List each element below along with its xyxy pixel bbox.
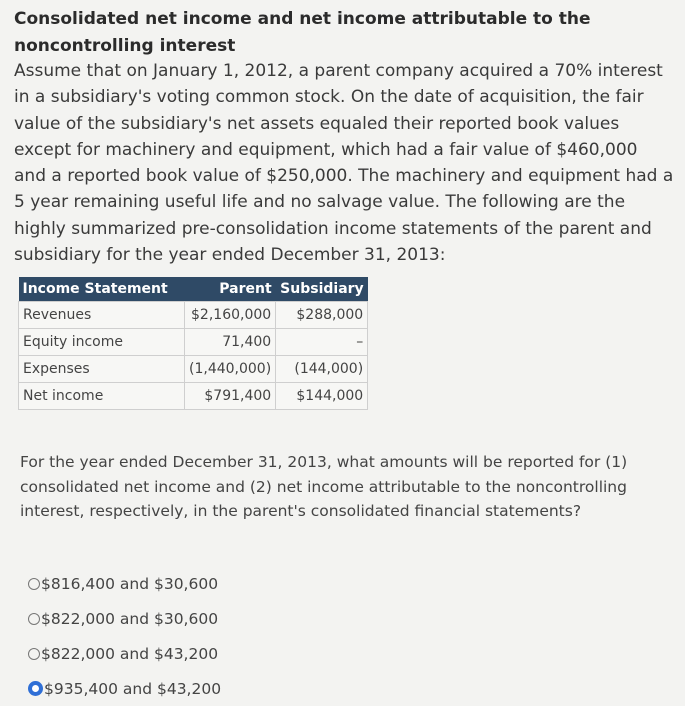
question-prompt: For the year ended December 31, 2013, what amounts will be reported for (1) consolidated net income and (2) net income attributable to the noncontrolling interest, respectively, in the parent's consolidated financial statements? xyxy=(20,453,628,520)
parent-value: $2,160,000 xyxy=(185,302,276,329)
subsidiary-value: (144,000) xyxy=(276,356,368,383)
table-row-net-income xyxy=(19,383,368,410)
radio-unselected-icon[interactable] xyxy=(28,578,40,590)
option-label: $816,400 and $30,600 xyxy=(41,574,219,593)
answer-option-4[interactable] xyxy=(28,671,221,706)
row-label: Expenses xyxy=(19,356,185,383)
subsidiary-value: – xyxy=(276,329,368,356)
header-subsidiary: Subsidiary xyxy=(276,277,368,302)
subsidiary-value: $288,000 xyxy=(276,302,368,329)
table-header-row xyxy=(19,277,368,302)
table-row-revenues xyxy=(19,302,368,329)
radio-unselected-icon[interactable] xyxy=(28,613,40,625)
row-label: Revenues xyxy=(19,302,185,329)
row-label: Net income xyxy=(19,383,185,410)
income-statement-table xyxy=(18,277,368,410)
question-title: Consolidated net income and net income attributable to the noncontrolling interest xyxy=(14,9,591,56)
subsidiary-value: $144,000 xyxy=(276,383,368,410)
parent-value: $791,400 xyxy=(185,383,276,410)
answer-options xyxy=(28,566,221,706)
table-row-equity-income xyxy=(19,329,368,356)
option-label: $822,000 and $43,200 xyxy=(41,644,219,663)
answer-option-2[interactable] xyxy=(28,601,221,636)
parent-value: 71,400 xyxy=(185,329,276,356)
header-parent: Parent xyxy=(185,277,276,302)
answer-option-3[interactable] xyxy=(28,636,221,671)
radio-unselected-icon[interactable] xyxy=(28,648,40,660)
row-label: Equity income xyxy=(19,329,185,356)
header-income-statement: Income Statement xyxy=(19,277,185,302)
problem-description: Assume that on January 1, 2012, a parent company acquired a 70% interest in a subsidiary's voting common stock. On the date of acquisition, the fair value of the subsidiary's net assets equaled their reported book values except for machinery and equipment, which had a fair value of $460,000 and a reported book value of $250,000. The machinery and equipment had a 5 year remaining useful life and no salvage value. The following are the highly summarized pre-consolidation income statements of the parent and subsidiary for the year ended December 31, 2013: xyxy=(14,61,674,266)
option-label: $935,400 and $43,200 xyxy=(44,679,222,698)
radio-selected-icon[interactable] xyxy=(28,681,43,696)
table-row-expenses xyxy=(19,356,368,383)
answer-option-1[interactable] xyxy=(28,566,221,601)
parent-value: (1,440,000) xyxy=(185,356,276,383)
option-label: $822,000 and $30,600 xyxy=(41,609,219,628)
